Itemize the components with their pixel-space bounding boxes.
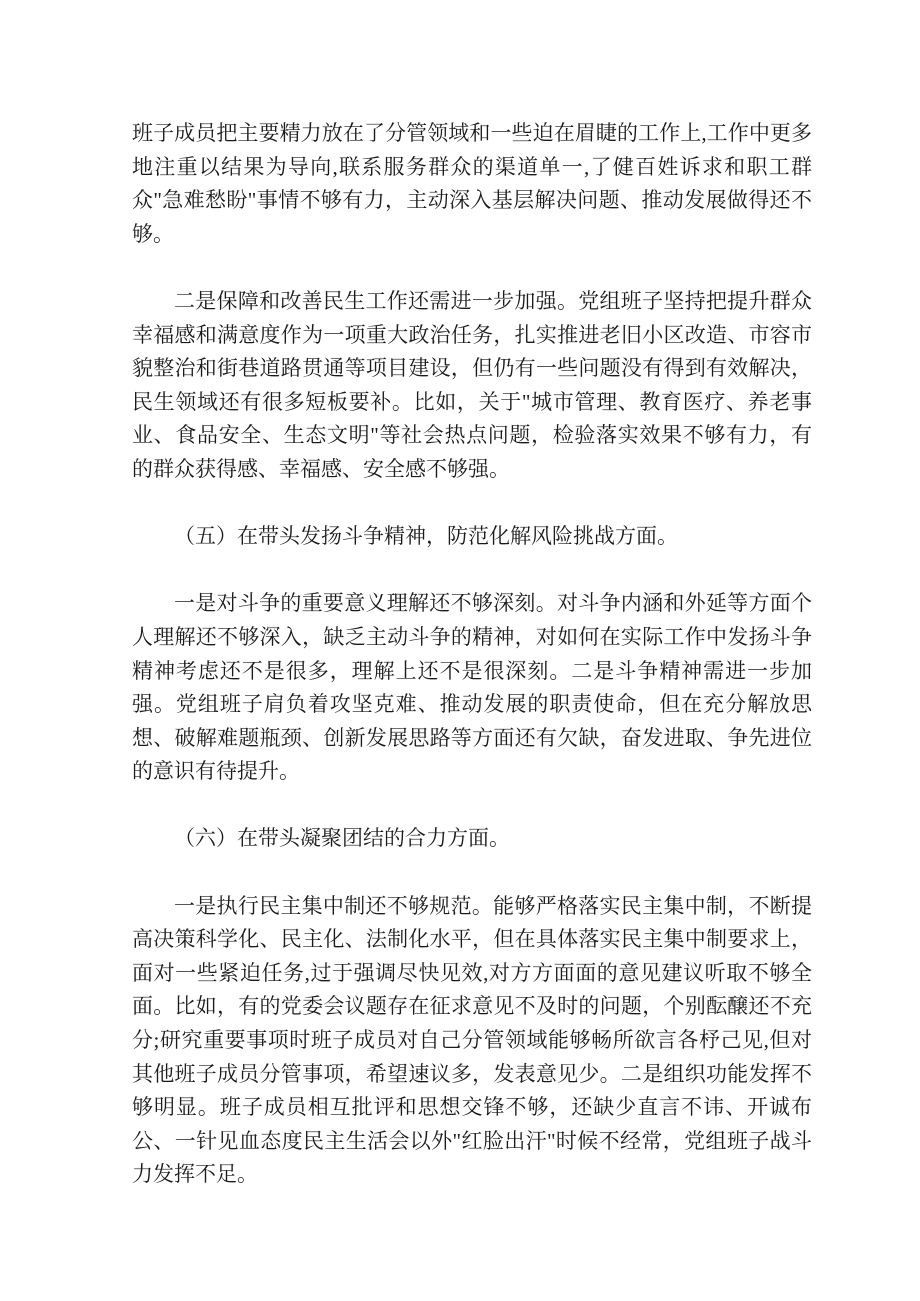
paragraph-continuation: 班子成员把主要精力放在了分管领域和一些迫在眉睫的工作上,工作中更多地注重以结果为导向,联系服务群众的渠道单一,了健百姓诉求和职工群众"急难愁盼"事情不够有力，主动深入基层解决问题、推动发展做得还不够。 xyxy=(132,121,812,246)
section-heading-six: （六）在带头凝聚团结的合力方面。 xyxy=(174,826,510,851)
document-page xyxy=(132,117,812,1192)
paragraph-struggle-spirit: 一是对斗争的重要意义理解还不够深刻。对斗争内涵和外延等方面个人理解还不够深入，缺乏主动斗争的精神，对如何在实际工作中发扬斗争精神考虑还不是很多，理解上还不是很深刻。二是斗争精神需进一步加强。党组班子肩负着攻坚克难、推动发展的职责使命，但在充分解放思想、破解难题瓶颈、创新发展思路等方面还有欠缺，奋发进取、争先进位的意识有待提升。 xyxy=(132,591,812,784)
section-heading-five: （五）在带头发扬斗争精神，防范化解风险挑战方面。 xyxy=(174,524,678,549)
paragraph-democratic-centralism: 一是执行民主集中制还不够规范。能够严格落实民主集中制，不断提高决策科学化、民主化、法制化水平，但在具体落实民主集中制要求上，面对一些紧迫任务,过于强调尽快见效,对方方面面的意见建议听取不够全面。比如，有的党委会议题存在征求意见不及时的问题，个别酝醸还不充分;研究重要事项时班子成员对自己分管领域能够畅所欲言各杼己见,但对其他班子成员分管事项，希望速议多，发表意见少。二是组织功能发挥不够明显。班子成员相互批评和思想交锋不够，还缺少直言不讳、开诚布公、一针见血态度民主生活会以外"红脸出汗"时候不经常，党组班子战斗力发挥不足。 xyxy=(132,893,812,1187)
paragraph-point-two-livelihood: 二是保障和改善民生工作还需进一步加强。党组班子坚持把提升群众幸福感和满意度作为一项重大政治任务，扎实推进老旧小区改造、市容市貌整治和街巷道路贯通等项目建设，但仍有一些问题没有得到有效解决，民生领域还有很多短板要补。比如，关于"城市管理、教育医疗、养老事业、食品安全、生态文明"等社会热点问题，检验落实效果不够有力，有的群众获得感、幸福感、安全感不够强。 xyxy=(132,288,812,481)
